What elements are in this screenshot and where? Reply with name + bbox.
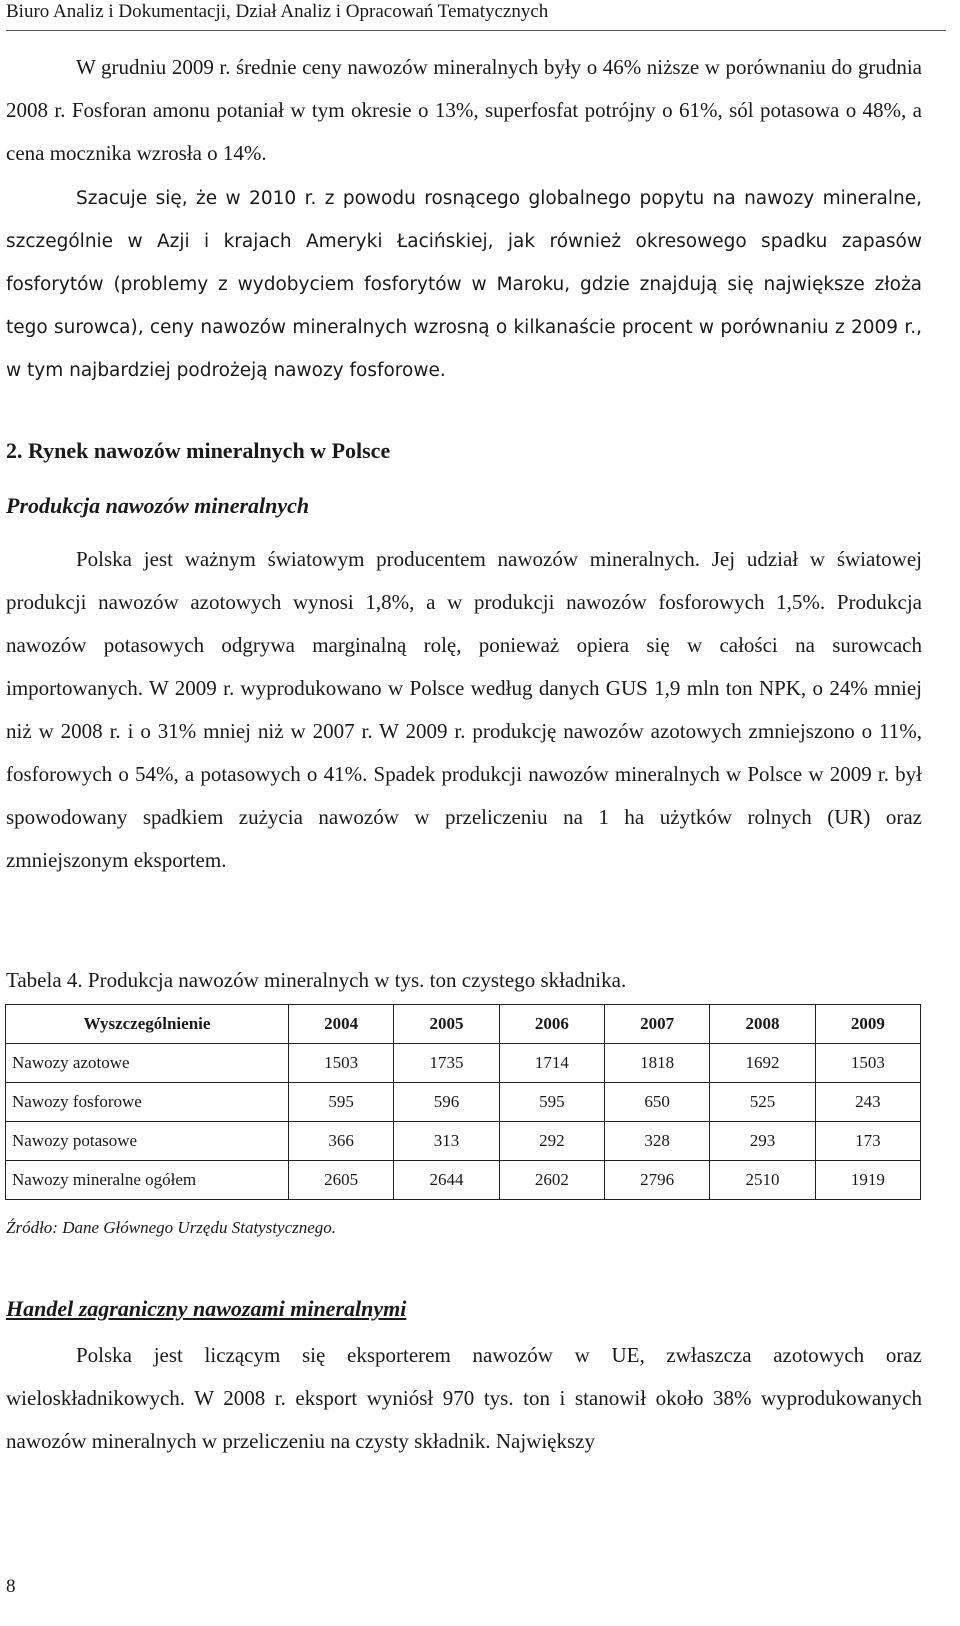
table-cell: 650 — [604, 1083, 709, 1122]
table-cell: Nawozy potasowe — [6, 1122, 289, 1161]
table-cell: 366 — [289, 1122, 394, 1161]
table-cell: 313 — [394, 1122, 499, 1161]
table-cell: 2510 — [710, 1161, 815, 1200]
table-header-cell: 2004 — [289, 1005, 394, 1044]
intro-paragraph-prices-text: W grudniu 2009 r. średnie ceny nawozów mineralnych były o 46% niższe w porównaniu do grudnia 2008 r. Fosforan amonu potaniał w tym okresie o 13%, superfosfat potrójny o 61%, sól potasowa o 48%, a cena mocznika wzrosła o 14%. — [6, 55, 922, 165]
table-row — [6, 1161, 921, 1200]
trade-heading: Handel zagraniczny nawozami mineralnymi — [6, 1296, 407, 1321]
trade-paragraph-text: Polska jest liczącym się eksporterem nawozów w UE, zwłaszcza azotowych oraz wieloskładnikowych. W 2008 r. eksport wyniósł 970 tys. ton i stanowił około 38% wyprodukowanych nawozów mineralnych w przeliczeniu na czysty składnik. Największy — [6, 1343, 922, 1453]
table-cell: 2605 — [289, 1161, 394, 1200]
table-row — [6, 1083, 921, 1122]
intro-paragraph-prices — [6, 46, 922, 175]
table-cell: 1714 — [499, 1044, 604, 1083]
section-heading: 2. Rynek nawozów mineralnych w Polsce — [6, 438, 391, 463]
table-header-cell: 2007 — [604, 1005, 709, 1044]
table-cell: 173 — [815, 1122, 920, 1161]
table-cell: 328 — [604, 1122, 709, 1161]
production-paragraph — [6, 538, 922, 882]
table-row — [6, 1044, 921, 1083]
table-cell: Nawozy mineralne ogółem — [6, 1161, 289, 1200]
production-paragraph-text: Polska jest ważnym światowym producentem nawozów mineralnych. Jej udział w światowej produkcji nawozów azotowych wynosi 1,8%, a w produkcji nawozów fosforowych 1,5%. Produkcja nawozów potasowych odgrywa marginalną rolę, ponieważ opiera się w całości na surowcach importowanych. W 2009 r. wyprodukowano w Polsce według danych GUS 1,9 mln ton NPK, o 24% mniej niż w 2008 r. i o 31% mniej niż w 2007 r. W 2009 r. produkcję nawozów azotowych zmniejszono o 11%, fosforowych o 54%, a potasowych o 41%. Spadek produkcji nawozów mineralnych w Polsce w 2009 r. był spowodowany spadkiem zużycia nawozów w przeliczeniu na 1 ha użytków rolnych (UR) oraz zmniejszonym eksportem. — [6, 547, 922, 872]
table-cell: 595 — [499, 1083, 604, 1122]
table-source: Źródło: Dane Głównego Urzędu Statystycznego. — [6, 1218, 337, 1237]
table-header-cell: Wyszczególnienie — [6, 1005, 289, 1044]
table-cell: 596 — [394, 1083, 499, 1122]
table-cell: 1919 — [815, 1161, 920, 1200]
intro-paragraph-forecast-text: Szacuje się, że w 2010 r. z powodu rosnącego globalnego popytu na nawozy mineralne, szczególnie w Azji i krajach Ameryki Łacińskiej, jak również okresowego spadku zapasów fosforytów (problemy z wydobyciem fosforytów w Maroku, gdzie znajdują się największe złoża tego surowca), ceny nawozów mineralnych wzrosną o kilkanaście procent w porównaniu z 2009 r., w tym najbardziej podrożeją nawozy fosforowe. — [6, 188, 922, 381]
page-header: Biuro Analiz i Dokumentacji, Dział Analiz i Opracowań Tematycznych — [6, 0, 946, 31]
table-row — [6, 1122, 921, 1161]
intro-paragraph-forecast — [6, 177, 922, 392]
table-cell: 595 — [289, 1083, 394, 1122]
table-cell: Nawozy fosforowe — [6, 1083, 289, 1122]
table-cell: 293 — [710, 1122, 815, 1161]
table-header-cell: 2005 — [394, 1005, 499, 1044]
table-cell: 525 — [710, 1083, 815, 1122]
table-cell: 1692 — [710, 1044, 815, 1083]
table-cell: 2644 — [394, 1161, 499, 1200]
trade-paragraph — [6, 1334, 922, 1463]
table-cell: 2602 — [499, 1161, 604, 1200]
page-number: 8 — [6, 1576, 16, 1597]
table-cell: 243 — [815, 1083, 920, 1122]
table-header-cell: 2009 — [815, 1005, 920, 1044]
table-header-cell: 2008 — [710, 1005, 815, 1044]
table-cell: 1735 — [394, 1044, 499, 1083]
section-subheading: Produkcja nawozów mineralnych — [6, 493, 310, 518]
table-cell: Nawozy azotowe — [6, 1044, 289, 1083]
table-cell: 292 — [499, 1122, 604, 1161]
table-cell: 1503 — [289, 1044, 394, 1083]
table-caption: Tabela 4. Produkcja nawozów mineralnych w tys. ton czystego składnika. — [6, 968, 627, 992]
table-cell: 2796 — [604, 1161, 709, 1200]
table-header-cell: 2006 — [499, 1005, 604, 1044]
table-cell: 1503 — [815, 1044, 920, 1083]
production-table — [5, 1004, 921, 1200]
table-header-row — [6, 1005, 921, 1044]
table-cell: 1818 — [604, 1044, 709, 1083]
